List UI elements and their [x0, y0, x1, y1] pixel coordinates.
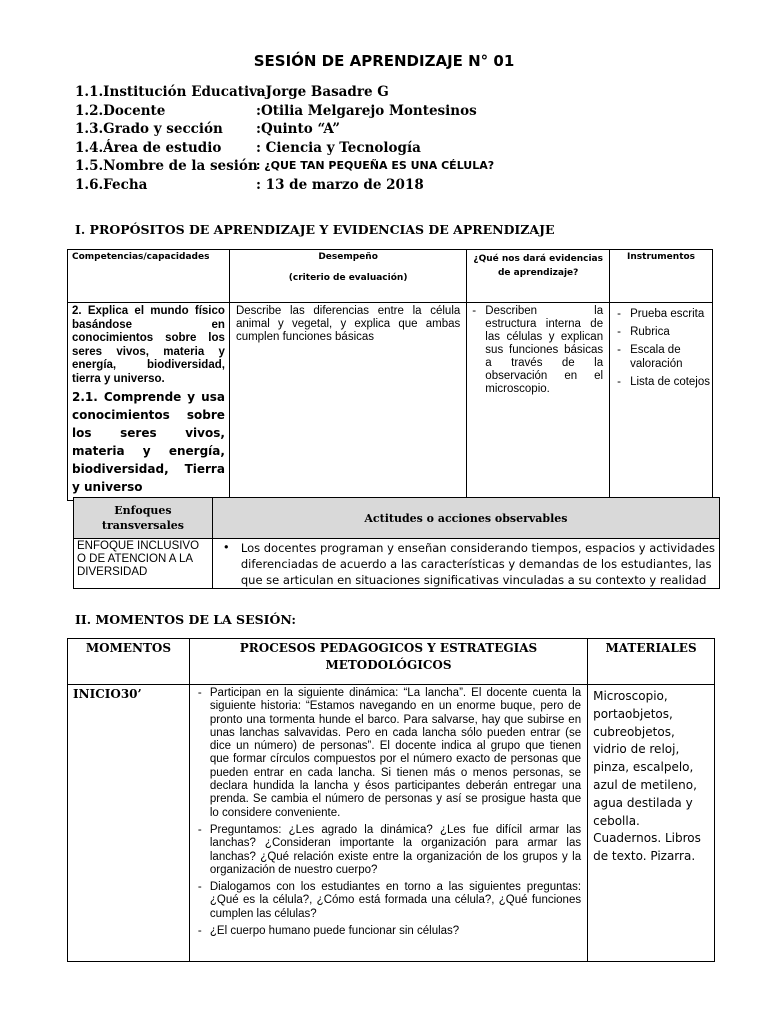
instrumento-item: - Prueba escrita — [614, 307, 710, 321]
info-label: 1.4.Área de estudio — [75, 139, 222, 156]
page-title: SESIÓN DE APRENDIZAJE N° 01 — [253, 52, 515, 70]
instrumentos-list — [610, 303, 712, 391]
competencias-cell — [68, 303, 230, 501]
header-instrumentos: Instrumentos — [610, 250, 713, 303]
info-label: 1.5.Nombre de la sesión — [75, 158, 258, 174]
proceso-item: - ¿El cuerpo humano puede funcionar sin células? — [196, 925, 581, 938]
instrumentos-cell — [610, 303, 713, 501]
info-label: 1.2.Docente — [75, 102, 166, 119]
header-procesos: PROCESOS PEDAGOGICOS Y ESTRATEGIAS METODOLÓGICOS — [189, 639, 587, 685]
header-desempeno — [229, 250, 466, 303]
proceso-item: - Dialogamos con los estudiantes en torno a las siguientes preguntas: ¿Qué es la célula?, ¿Cómo está formada una célula?, ¿Qué funciones cumplen las células? — [196, 881, 581, 921]
header-momentos: MOMENTOS — [68, 639, 190, 685]
desempeno-cell — [229, 303, 466, 501]
enfoques-table — [73, 497, 720, 589]
instrumento-item: - Escala de valoración — [614, 343, 710, 371]
enfoque-cell — [74, 539, 213, 589]
section-heading: I. PROPÓSITOS DE APRENDIZAJE Y EVIDENCIAS DE APRENDIZAJE — [75, 222, 555, 237]
section-heading: II. MOMENTOS DE LA SESIÓN: — [75, 612, 296, 627]
momento-label: INICIO30’ — [73, 687, 142, 701]
header-materiales: MATERIALES — [588, 639, 715, 685]
procesos-list — [196, 687, 581, 938]
materiales-text: Microscopio, portaobjetos, cubreobjetos, vidrio de reloj, pinza, escalpelo, azul de metileno, agua destilada y cebolla. Cuadernos. Libros de texto. Pizarra. — [593, 689, 701, 864]
header-desempeno-title: Desempeño — [318, 252, 378, 262]
header-competencias: Competencias/capacidades — [68, 250, 230, 303]
header-actitudes: Actitudes o acciones observables — [212, 498, 719, 539]
evidencia-item: - Describen la estructura interna de las células y explican sus funciones básicas a través de la observación en el microscopio. — [469, 305, 603, 396]
session-moments-table — [67, 638, 715, 962]
info-value: : Ciencia y Tecnología — [256, 139, 421, 156]
momento-cell — [68, 685, 190, 962]
proceso-item: - Participan en la siguiente dinámica: “La lancha”. El docente cuenta la siguiente historia: “Estamos navegando en un enorme buque, pero de pronto una tormenta hunde el barco. Para salvarse, hay que subirse en unas lanchas salvavidas. Pero en cada lancha sólo pueden entrar (se dice un número) de personas”. El docente indica al grupo que tienen que formar círculos compuestos por el número exacto de personas que pueden entrar en cada lancha. Si tienen más o menos personas, se declara hundida la lancha y ésos participantes deberán entregar una prenda. Se cambia el número de personas y así se prosigue hasta que lo considere conveniente. — [196, 687, 581, 820]
header-enfoques: Enfoques transversales — [74, 498, 213, 539]
bullet-icon: • — [222, 540, 230, 554]
actitud-item — [213, 539, 719, 588]
info-value: :Quinto “A” — [256, 121, 340, 137]
info-value: :Otilia Melgarejo Montesinos — [256, 102, 477, 119]
evidencias-cell — [467, 303, 610, 501]
header-evidencias: ¿Qué nos dará evidencias de aprendizaje? — [467, 250, 610, 303]
competencia: 2. Explica el mundo físico basándose en conocimientos sobre los seres vivos, materia y energía, biodiversidad, tierra y universo. — [72, 305, 225, 385]
evidencias-list — [467, 303, 609, 398]
header-criterio: (criterio de evaluación) — [288, 273, 408, 283]
enfoque-text: ENFOQUE INCLUSIVO O DE ATENCION A LA DIVERSIDAD — [77, 540, 200, 578]
instrumento-item: - Lista de cotejos — [614, 375, 710, 389]
actitud-cell — [212, 539, 719, 589]
instrumento-item: - Rubrica — [614, 325, 710, 339]
info-value: : 13 de marzo de 2018 — [256, 176, 424, 193]
procesos-cell — [189, 685, 587, 962]
info-label: 1.1.Institución Educativa — [75, 84, 266, 100]
info-label: 1.3.Grado y sección — [75, 121, 223, 137]
proceso-item: - Preguntamos: ¿Les agrado la dinámica? ¿Les fue difícil armar las lanchas? ¿Consideran importante la organización para armar las lanchas? ¿Qué relación existe entre la organización de los grupos y la organización de nuestro cuerpo? — [196, 824, 581, 877]
materiales-cell — [588, 685, 715, 962]
competencia-text — [68, 303, 229, 498]
info-value: : ¿QUE TAN PEQUEÑA ES UNA CÉLULA? — [256, 159, 495, 172]
info-label: 1.6.Fecha — [75, 176, 148, 193]
procesos-content — [190, 685, 587, 938]
desempeno-text: Describe las diferencias entre la célula animal y vegetal, y explica que ambas cumplen funciones básicas — [235, 305, 461, 343]
purposes-table — [67, 249, 713, 501]
info-value: : Jorge Basadre G — [256, 84, 389, 100]
capacidad: 2.1. Comprende y usa conocimientos sobre los seres vivos, materia y energía, biodiversidad, Tierra y universo — [72, 390, 225, 494]
actitud-text: Los docentes programan y enseñan considerando tiempos, espacios y actividades diferenciadas de acuerdo a las características y demandas de los estudiantes, las que se articulan en situaciones significativas vinculadas a su contexto y realidad — [240, 541, 715, 587]
